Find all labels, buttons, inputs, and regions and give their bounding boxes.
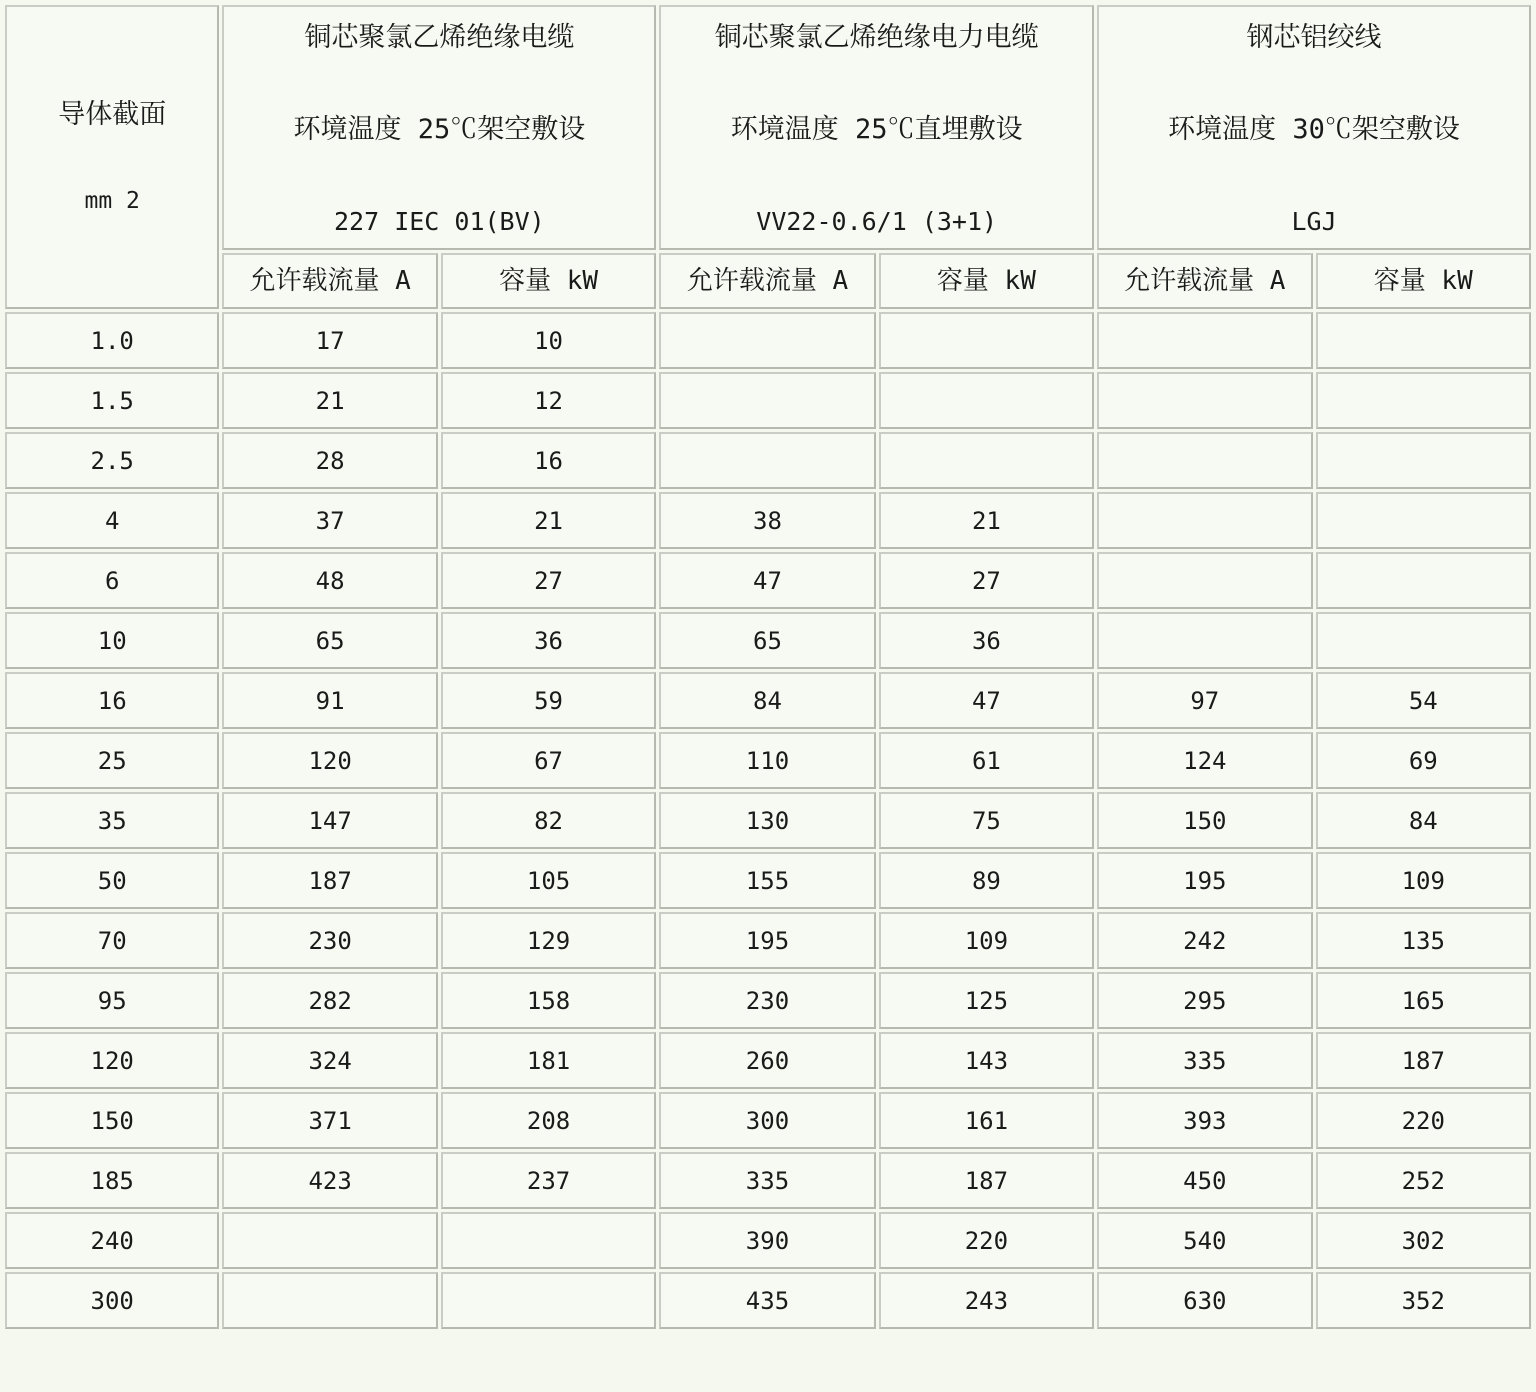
bv-capacity-cell (441, 1272, 656, 1329)
vv22-capacity-cell: 75 (879, 792, 1094, 849)
corner-header-cell (5, 5, 219, 309)
lgj-capacity-cell (1316, 372, 1531, 429)
table-row (5, 372, 1531, 429)
lgj-current-cell (1097, 612, 1312, 669)
bv-current-cell (222, 1272, 437, 1329)
group-model: LGJ (1291, 206, 1337, 236)
table-row (5, 612, 1531, 669)
bv-capacity-cell: 16 (441, 432, 656, 489)
conductor-section-label: 导体截面 (58, 99, 167, 130)
vv22-capacity-cell: 220 (879, 1212, 1094, 1269)
lgj-capacity-cell: 135 (1316, 912, 1531, 969)
bv-current-cell: 282 (222, 972, 437, 1029)
conductor-section-cell: 240 (5, 1212, 219, 1269)
bv-current-cell: 65 (222, 612, 437, 669)
lgj-current-cell: 97 (1097, 672, 1312, 729)
lgj-capacity-cell: 69 (1316, 732, 1531, 789)
vv22-capacity-cell: 161 (879, 1092, 1094, 1149)
conductor-section-cell: 1.5 (5, 372, 219, 429)
group-header-row (5, 5, 1531, 250)
group-condition: 环境温度 25℃直埋敷设 (730, 114, 1023, 145)
bv-current-cell: 28 (222, 432, 437, 489)
group-model: 227 IEC 01(BV) (333, 206, 545, 236)
lgj-capacity-cell (1316, 312, 1531, 369)
lgj-current-cell: 393 (1097, 1092, 1312, 1149)
bv-capacity-cell: 105 (441, 852, 656, 909)
lgj-current-cell: 335 (1097, 1032, 1312, 1089)
group-name: 铜芯聚氯乙烯绝缘电力电缆 (714, 21, 1039, 53)
vv22-current-cell: 38 (659, 492, 875, 549)
conductor-section-cell: 2.5 (5, 432, 219, 489)
capacity-header: 容量 kW (879, 253, 1094, 309)
lgj-current-cell (1097, 432, 1312, 489)
vv22-current-cell: 130 (659, 792, 875, 849)
bv-current-cell: 17 (222, 312, 437, 369)
vv22-capacity-cell: 36 (879, 612, 1094, 669)
vv22-capacity-cell: 125 (879, 972, 1094, 1029)
conductor-section-cell: 95 (5, 972, 219, 1029)
vv22-capacity-cell: 143 (879, 1032, 1094, 1089)
conductor-section-cell: 300 (5, 1272, 219, 1329)
bv-capacity-cell: 10 (441, 312, 656, 369)
bv-capacity-cell: 59 (441, 672, 656, 729)
conductor-section-cell: 120 (5, 1032, 219, 1089)
conductor-section-cell: 1.0 (5, 312, 219, 369)
lgj-current-cell: 630 (1097, 1272, 1312, 1329)
vv22-current-cell: 47 (659, 552, 875, 609)
group-header-vv22 (659, 5, 1094, 250)
vv22-current-cell: 260 (659, 1032, 875, 1089)
bv-current-cell: 147 (222, 792, 437, 849)
lgj-current-cell: 450 (1097, 1152, 1312, 1209)
table-row (5, 1152, 1531, 1209)
bv-capacity-cell: 181 (441, 1032, 656, 1089)
conductor-section-cell: 25 (5, 732, 219, 789)
bv-current-cell (222, 1212, 437, 1269)
table-row (5, 672, 1531, 729)
table-row (5, 1032, 1531, 1089)
vv22-current-cell: 110 (659, 732, 875, 789)
vv22-current-cell: 195 (659, 912, 875, 969)
vv22-capacity-cell (879, 372, 1094, 429)
bv-current-cell: 324 (222, 1032, 437, 1089)
vv22-capacity-cell (879, 432, 1094, 489)
conductor-section-cell: 185 (5, 1152, 219, 1209)
group-condition: 环境温度 30℃架空敷设 (1168, 114, 1460, 145)
lgj-capacity-cell: 109 (1316, 852, 1531, 909)
bv-capacity-cell: 36 (441, 612, 656, 669)
bv-capacity-cell: 129 (441, 912, 656, 969)
lgj-capacity-cell (1316, 612, 1531, 669)
group-header-lgj (1097, 5, 1531, 250)
group-header-bv (222, 5, 656, 250)
table-row (5, 1272, 1531, 1329)
lgj-current-cell (1097, 312, 1312, 369)
vv22-current-cell: 65 (659, 612, 875, 669)
vv22-current-cell: 300 (659, 1092, 875, 1149)
bv-capacity-cell: 27 (441, 552, 656, 609)
vv22-capacity-cell: 109 (879, 912, 1094, 969)
vv22-capacity-cell: 187 (879, 1152, 1094, 1209)
current-header: 允许载流量 A (1097, 253, 1312, 309)
vv22-capacity-cell (879, 312, 1094, 369)
group-name: 铜芯聚氯乙烯绝缘电缆 (304, 21, 575, 53)
conductor-section-cell: 35 (5, 792, 219, 849)
bv-current-cell: 91 (222, 672, 437, 729)
table-row (5, 552, 1531, 609)
bv-current-cell: 187 (222, 852, 437, 909)
lgj-current-cell: 242 (1097, 912, 1312, 969)
group-name: 钢芯铝绞线 (1246, 21, 1382, 53)
bv-current-cell: 371 (222, 1092, 437, 1149)
group-model: VV22-0.6/1 (3+1) (756, 206, 998, 236)
lgj-current-cell: 124 (1097, 732, 1312, 789)
vv22-current-cell: 155 (659, 852, 875, 909)
bv-current-cell: 230 (222, 912, 437, 969)
bv-capacity-cell: 12 (441, 372, 656, 429)
table-row (5, 312, 1531, 369)
lgj-capacity-cell: 252 (1316, 1152, 1531, 1209)
bv-capacity-cell (441, 1212, 656, 1269)
vv22-capacity-cell: 243 (879, 1272, 1094, 1329)
conductor-section-cell: 6 (5, 552, 219, 609)
table-row (5, 732, 1531, 789)
vv22-current-cell: 390 (659, 1212, 875, 1269)
bv-capacity-cell: 208 (441, 1092, 656, 1149)
lgj-capacity-cell: 84 (1316, 792, 1531, 849)
table-row (5, 1212, 1531, 1269)
table-row (5, 972, 1531, 1029)
conductor-section-unit: mm 2 (84, 188, 140, 214)
lgj-capacity-cell: 302 (1316, 1212, 1531, 1269)
bv-capacity-cell: 82 (441, 792, 656, 849)
vv22-current-cell: 230 (659, 972, 875, 1029)
group-condition: 环境温度 25℃架空敷设 (293, 114, 586, 145)
bv-capacity-cell: 158 (441, 972, 656, 1029)
table-row (5, 912, 1531, 969)
lgj-current-cell: 150 (1097, 792, 1312, 849)
lgj-current-cell: 195 (1097, 852, 1312, 909)
conductor-section-cell: 16 (5, 672, 219, 729)
lgj-current-cell: 540 (1097, 1212, 1312, 1269)
lgj-capacity-cell (1316, 492, 1531, 549)
lgj-current-cell (1097, 552, 1312, 609)
vv22-capacity-cell: 27 (879, 552, 1094, 609)
lgj-capacity-cell: 352 (1316, 1272, 1531, 1329)
conductor-section-cell: 10 (5, 612, 219, 669)
conductor-section-cell: 4 (5, 492, 219, 549)
vv22-current-cell (659, 372, 875, 429)
lgj-capacity-cell: 54 (1316, 672, 1531, 729)
bv-current-cell: 37 (222, 492, 437, 549)
bv-capacity-cell: 237 (441, 1152, 656, 1209)
bv-current-cell: 423 (222, 1152, 437, 1209)
table-row (5, 852, 1531, 909)
lgj-capacity-cell (1316, 432, 1531, 489)
sub-header-row (5, 253, 1531, 309)
vv22-capacity-cell: 61 (879, 732, 1094, 789)
current-header: 允许载流量 A (659, 253, 875, 309)
lgj-current-cell: 295 (1097, 972, 1312, 1029)
table-row (5, 1092, 1531, 1149)
bv-capacity-cell: 21 (441, 492, 656, 549)
vv22-capacity-cell: 47 (879, 672, 1094, 729)
vv22-current-cell: 335 (659, 1152, 875, 1209)
table-row (5, 432, 1531, 489)
vv22-capacity-cell: 21 (879, 492, 1094, 549)
conductor-section-cell: 70 (5, 912, 219, 969)
bv-capacity-cell: 67 (441, 732, 656, 789)
vv22-current-cell (659, 312, 875, 369)
current-header: 允许载流量 A (222, 253, 437, 309)
vv22-current-cell: 435 (659, 1272, 875, 1329)
lgj-current-cell (1097, 492, 1312, 549)
lgj-capacity-cell: 187 (1316, 1032, 1531, 1089)
conductor-section-cell: 50 (5, 852, 219, 909)
lgj-capacity-cell: 220 (1316, 1092, 1531, 1149)
conductor-section-cell: 150 (5, 1092, 219, 1149)
lgj-capacity-cell: 165 (1316, 972, 1531, 1029)
bv-current-cell: 21 (222, 372, 437, 429)
bv-current-cell: 48 (222, 552, 437, 609)
vv22-capacity-cell: 89 (879, 852, 1094, 909)
capacity-header: 容量 kW (1316, 253, 1531, 309)
lgj-capacity-cell (1316, 552, 1531, 609)
bv-current-cell: 120 (222, 732, 437, 789)
capacity-header: 容量 kW (441, 253, 656, 309)
cable-capacity-table (2, 2, 1534, 1332)
vv22-current-cell (659, 432, 875, 489)
vv22-current-cell: 84 (659, 672, 875, 729)
lgj-current-cell (1097, 372, 1312, 429)
table-row (5, 792, 1531, 849)
table-body (5, 312, 1531, 1329)
table-row (5, 492, 1531, 549)
